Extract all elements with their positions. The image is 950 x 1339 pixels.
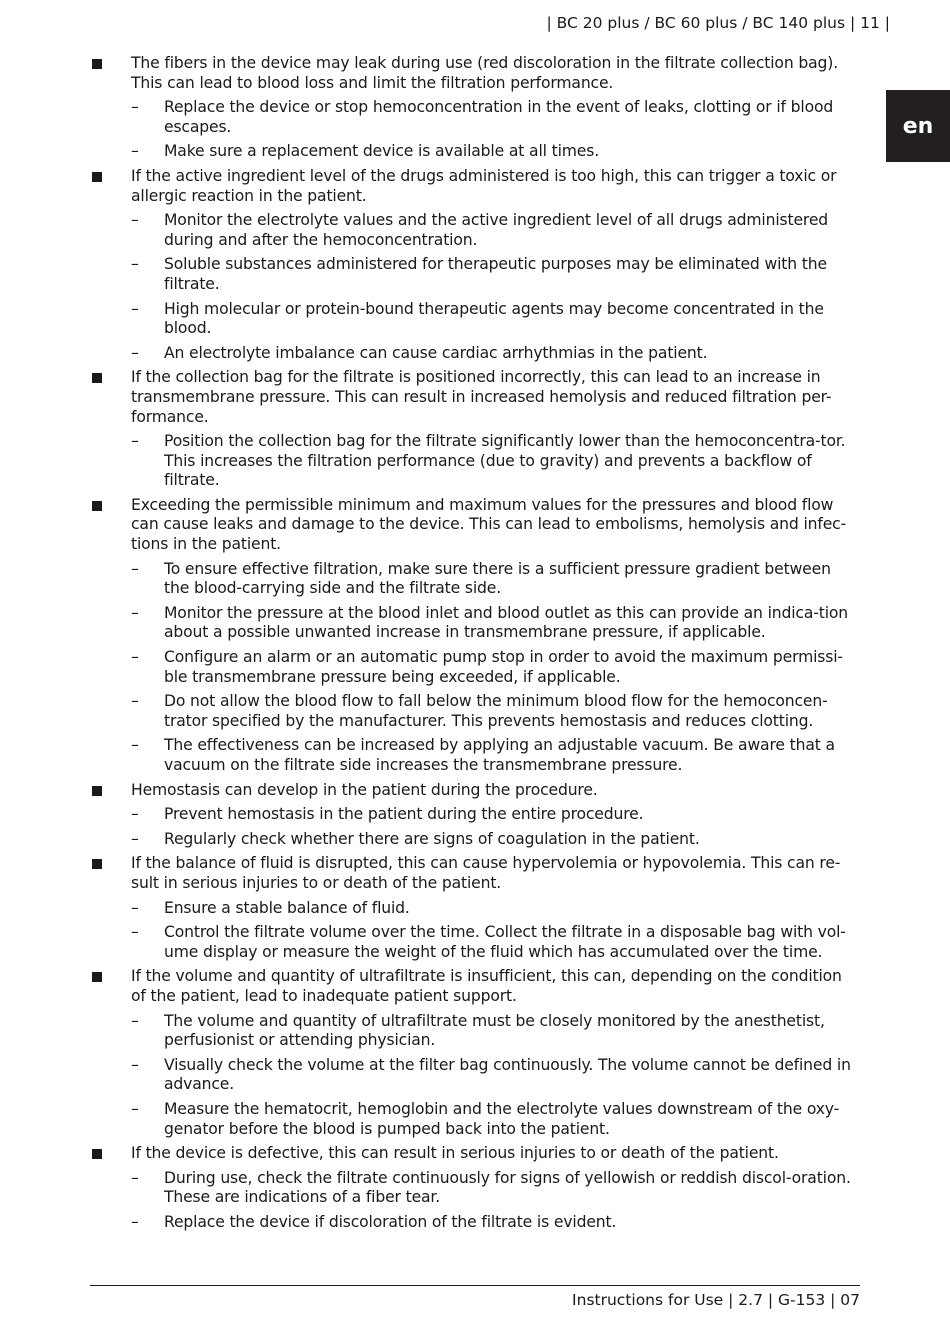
sub-item-text: An electrolyte imbalance can cause cardiac arrhythmias in the patient. bbox=[164, 343, 708, 362]
sub-item-text: To ensure effective filtration, make sure there is a sufficient pressure gradient between the blood-carrying side and the filtrate side. bbox=[164, 559, 831, 598]
bullet-item-text: If the collection bag for the filtrate is positioned incorrectly, this can lead to an increase in transmembrane pressure. This can result in increased hemolysis and reduced filtration per-formance. bbox=[131, 368, 832, 426]
dash-bullet: – bbox=[131, 432, 139, 451]
sub-item bbox=[131, 1012, 860, 1051]
dash-bullet: – bbox=[131, 211, 139, 230]
dash-bullet: – bbox=[131, 1011, 139, 1030]
safety-instructions-list bbox=[90, 54, 860, 1237]
sub-item bbox=[131, 344, 860, 364]
sub-item bbox=[131, 692, 860, 731]
sub-item-text: Prevent hemostasis in the patient during the entire procedure. bbox=[164, 805, 644, 824]
dash-bullet: – bbox=[131, 299, 139, 318]
sub-item bbox=[131, 142, 860, 162]
sub-item bbox=[131, 899, 860, 919]
sub-item bbox=[131, 432, 860, 491]
sub-item bbox=[131, 1169, 860, 1208]
bullet-item-text: Hemostasis can develop in the patient during the procedure. bbox=[131, 780, 598, 799]
sub-item-list bbox=[131, 899, 860, 963]
square-bullet-icon bbox=[92, 501, 102, 511]
sub-item bbox=[131, 211, 860, 250]
bullet-item-text: If the active ingredient level of the drugs administered is too high, this can trigger a toxic or allergic reaction in the patient. bbox=[131, 166, 837, 205]
sub-item bbox=[131, 830, 860, 850]
sub-item-list bbox=[131, 98, 860, 162]
sub-item-list bbox=[131, 211, 860, 363]
bullet-item bbox=[90, 781, 860, 850]
square-bullet-icon bbox=[92, 373, 102, 383]
dash-bullet: – bbox=[131, 923, 139, 942]
sub-item-text: Soluble substances administered for therapeutic purposes may be eliminated with the filtrate. bbox=[164, 255, 827, 293]
bullet-item bbox=[90, 854, 860, 962]
sub-item-text: Ensure a stable balance of fluid. bbox=[164, 898, 410, 917]
bullet-item-text: The fibers in the device may leak during use (red discoloration in the filtrate collection bag). This can lead to blood loss and limit the filtration performance. bbox=[131, 54, 839, 92]
dash-bullet: – bbox=[131, 692, 139, 711]
sub-item-list bbox=[131, 1169, 860, 1233]
bullet-item bbox=[90, 167, 860, 363]
dash-bullet: – bbox=[131, 98, 139, 117]
sub-item-text: Monitor the pressure at the blood inlet and blood outlet as this can provide an indica-tion about a possible unwanted increase in transmembrane pressure, if applicable. bbox=[164, 603, 848, 642]
sub-item bbox=[131, 560, 860, 599]
sub-item bbox=[131, 1213, 860, 1233]
bullet-item-text: Exceeding the permissible minimum and maximum values for the pressures and blood flow can cause leaks and damage to the device. This can lead to embolisms, hemolysis and infec-tions in the patient. bbox=[131, 495, 847, 554]
square-bullet-icon bbox=[92, 172, 102, 182]
sub-item-text: Replace the device or stop hemoconcentration in the event of leaks, clotting or if blood escapes. bbox=[164, 98, 834, 136]
dash-bullet: – bbox=[131, 142, 139, 161]
sub-item bbox=[131, 255, 860, 294]
sub-item-text: Do not allow the blood flow to fall below the minimum blood flow for the hemoconcen-trator specified by the manufacturer. This prevents hemostasis and reduces clotting. bbox=[164, 692, 828, 730]
sub-item-text: Replace the device if discoloration of the filtrate is evident. bbox=[164, 1212, 617, 1231]
sub-item-text: Measure the hematocrit, hemoglobin and the electrolyte values downstream of the oxy-genator before the blood is pumped back into the patient. bbox=[164, 1099, 840, 1138]
running-header: | BC 20 plus / BC 60 plus / BC 140 plus | 11 | bbox=[546, 14, 890, 32]
sub-item bbox=[131, 300, 860, 339]
sub-item-text: Make sure a replacement device is available at all times. bbox=[164, 142, 600, 161]
sub-item-text: Visually check the volume at the filter bag continuously. The volume cannot be defined in advance. bbox=[164, 1055, 851, 1094]
dash-bullet: – bbox=[131, 255, 139, 274]
bullet-item bbox=[90, 368, 860, 491]
dash-bullet: – bbox=[131, 1168, 139, 1187]
bullet-item-text: If the device is defective, this can result in serious injuries to or death of the patient. bbox=[131, 1144, 779, 1163]
sub-item bbox=[131, 923, 860, 962]
bullet-item bbox=[90, 967, 860, 1139]
dash-bullet: – bbox=[131, 1212, 139, 1231]
square-bullet-icon bbox=[92, 786, 102, 796]
language-tab: en bbox=[886, 90, 950, 162]
sub-item bbox=[131, 98, 860, 137]
dash-bullet: – bbox=[131, 898, 139, 917]
sub-item-text: Regularly check whether there are signs of coagulation in the patient. bbox=[164, 829, 700, 848]
sub-item bbox=[131, 1056, 860, 1095]
sub-item-text: Monitor the electrolyte values and the active ingredient level of all drugs administered during and after the hemoconcentration. bbox=[164, 211, 829, 249]
sub-item bbox=[131, 648, 860, 687]
sub-item-text: During use, check the filtrate continuously for signs of yellowish or reddish discol-oration. These are indications of a fiber tear. bbox=[164, 1168, 851, 1207]
bullet-item bbox=[90, 1144, 860, 1232]
footer-document-info: Instructions for Use | 2.7 | G-153 | 07 bbox=[572, 1291, 860, 1309]
sub-item bbox=[131, 604, 860, 643]
bullet-item-text: If the volume and quantity of ultrafiltrate is insufficient, this can, depending on the condition of the patient, lead to inadequate patient support. bbox=[131, 967, 842, 1005]
sub-item-text: Control the filtrate volume over the time. Collect the filtrate in a disposable bag with vol-ume display or measure the weight of the fluid which has accumulated over the time. bbox=[164, 923, 846, 961]
bullet-item bbox=[90, 54, 860, 162]
dash-bullet: – bbox=[131, 805, 139, 824]
sub-item-text: Configure an alarm or an automatic pump stop in order to avoid the maximum permissi-ble transmembrane pressure being exceeded, if applicable. bbox=[164, 648, 843, 686]
square-bullet-icon bbox=[92, 972, 102, 982]
dash-bullet: – bbox=[131, 603, 139, 622]
sub-item bbox=[131, 736, 860, 775]
dash-bullet: – bbox=[131, 1099, 139, 1118]
sub-item-list bbox=[131, 432, 860, 491]
sub-item-list bbox=[131, 560, 860, 776]
sub-item bbox=[131, 1100, 860, 1139]
bullet-item bbox=[90, 496, 860, 776]
sub-item-text: The effectiveness can be increased by applying an adjustable vacuum. Be aware that a vacuum on the filtrate side increases the transmembrane pressure. bbox=[164, 736, 835, 774]
bullet-item-text: If the balance of fluid is disrupted, this can cause hypervolemia or hypovolemia. This can re-sult in serious injuries to or death of the patient. bbox=[131, 854, 841, 892]
sub-item-list bbox=[131, 805, 860, 849]
square-bullet-icon bbox=[92, 1149, 102, 1159]
sub-item-text: High molecular or protein-bound therapeutic agents may become concentrated in the blood. bbox=[164, 299, 824, 338]
footer-divider bbox=[90, 1285, 860, 1286]
sub-item-text: Position the collection bag for the filtrate significantly lower than the hemoconcentra-tor. This increases the filtration performance (due to gravity) and prevents a backflow of filtrate. bbox=[164, 432, 846, 490]
dash-bullet: – bbox=[131, 736, 139, 755]
dash-bullet: – bbox=[131, 1055, 139, 1074]
sub-item-list bbox=[131, 1012, 860, 1140]
square-bullet-icon bbox=[92, 859, 102, 869]
sub-item bbox=[131, 805, 860, 825]
square-bullet-icon bbox=[92, 59, 102, 69]
sub-item-text: The volume and quantity of ultrafiltrate must be closely monitored by the anesthetist, perfusionist or attending physician. bbox=[164, 1011, 825, 1050]
dash-bullet: – bbox=[131, 559, 139, 578]
dash-bullet: – bbox=[131, 343, 139, 362]
dash-bullet: – bbox=[131, 829, 139, 848]
dash-bullet: – bbox=[131, 648, 139, 667]
